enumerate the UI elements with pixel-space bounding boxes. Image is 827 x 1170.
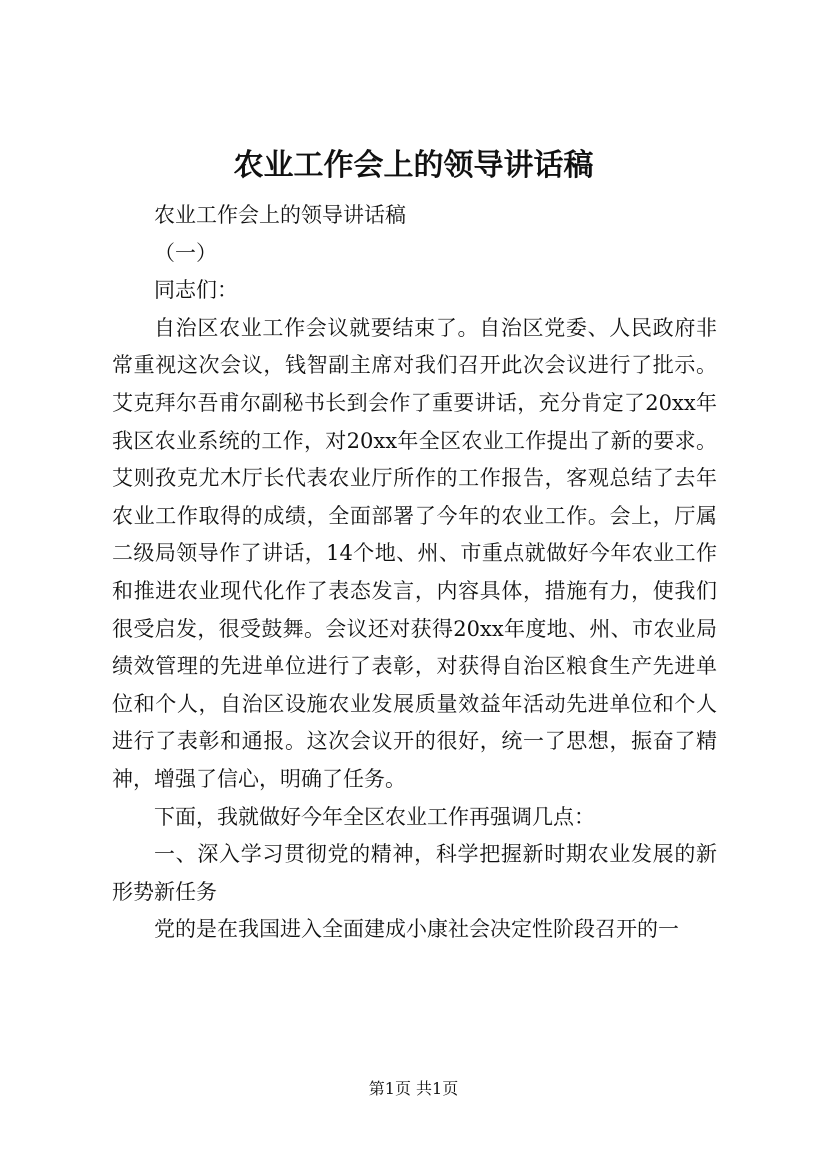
page-footer: 第1页 共1页: [368, 1079, 459, 1098]
document-title: 农业工作会上的领导讲话稿: [233, 148, 594, 183]
paragraph-heading-one: 一、深入学习贯彻党的精神，科学把握新时期农业发展的新形势新任务: [112, 842, 717, 904]
paragraph-transition: 下面，我就做好今年全区农业工作再强调几点：: [154, 804, 595, 829]
paragraph-continuation: 党的是在我国进入全面建成小康社会决定性阶段召开的一: [154, 917, 679, 942]
paragraph-salutation: 同志们：: [154, 278, 238, 303]
paragraph-subtitle: 农业工作会上的领导讲话稿: [154, 203, 406, 227]
paragraph-meeting-summary: 自治区农业工作会议就要结束了。自治区党委、人民政府非常重视这次会议，钱智副主席对我们召开此次会议进行了批示。艾克拜尔吾甫尔副秘书长到会作了重要讲话，充分肯定了20xx年我区农业系统的工作，对20xx年全区农业工作提出了新的要求。艾则孜克尤木厅长代表农业厅所作的工作报告，客观总结了去年农业工作取得的成绩，全面部署了今年的农业工作。会上，厅属二级局领导作了讲话，14个地、州、市重点就做好今年农业工作和推进农业现代化作了表态发言，内容具体，措施有力，使我们很受启发，很受鼓舞。会议还对获得20xx年度地、州、市农业局绩效管理的先进单位进行了表彰，对获得自治区粮食生产先进单位和个人，自治区设施农业发展质量效益年活动先进单位和个人进行了表彰和通报。这次会议开的很好，统一了思想，振奋了精神，增强了信心，明确了任务。: [112, 315, 717, 791]
document-body: [112, 197, 717, 949]
paragraph-section-number: （一）: [154, 240, 217, 265]
